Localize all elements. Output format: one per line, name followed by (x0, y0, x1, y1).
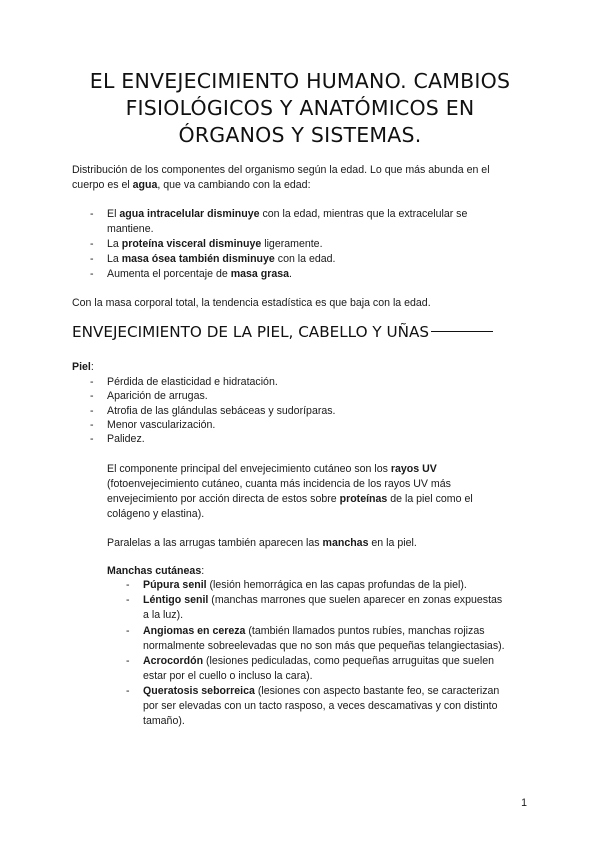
text: , que va cambiando con la edad: (157, 179, 311, 191)
list-item-text (107, 267, 292, 282)
text: normalmente sobreelevadas que no son más que pequeñas telangiectasias). (143, 640, 505, 652)
uv-paragraph (107, 462, 527, 522)
text: cuerpo es el (72, 179, 133, 191)
text: tamaño). (143, 715, 185, 727)
bold-text: Acrocordón (143, 655, 204, 667)
bullet-dash: - (126, 625, 130, 637)
text: estar por el cuello o incluso la cara). (143, 670, 313, 682)
bullet-dash: - (126, 594, 130, 606)
text: a la luz). (143, 609, 184, 621)
list-item-text (143, 593, 502, 623)
bullet-dash: - (90, 390, 94, 402)
bold-text: rayos UV (390, 463, 437, 475)
text: Paralelas a las arrugas también aparecen las (107, 537, 323, 549)
bold-text: Queratosis seborreica (143, 685, 255, 697)
list-item-text (143, 624, 505, 654)
text: ligeramente. (261, 238, 323, 250)
text: en la piel. (368, 537, 417, 549)
bullet-dash: - (90, 405, 94, 417)
text: colágeno y elastina). (107, 508, 205, 520)
bullet-dash: - (126, 655, 130, 667)
bold-text: Piel (72, 361, 91, 373)
page-number: 1 (521, 797, 527, 809)
list-item-text: Pérdida de elasticidad e hidratación. (107, 376, 278, 388)
conclusion-paragraph: Con la masa corporal total, la tendencia estadística es que baja con la edad. (72, 297, 431, 309)
text: La (107, 238, 122, 250)
text: (lesión hemorrágica en las capas profundas de la piel). (206, 579, 467, 591)
arrugas-paragraph (107, 536, 417, 551)
text: La (107, 253, 122, 265)
list-item-text (107, 207, 467, 237)
bold-text: masa ósea también disminuye (121, 253, 275, 265)
bullet-dash: - (90, 376, 94, 388)
intro-paragraph (72, 163, 528, 193)
text: El (107, 208, 120, 220)
bullet-dash: - (90, 253, 94, 265)
bullet-dash: - (90, 268, 94, 280)
bold-text: proteína visceral disminuye (121, 238, 262, 250)
bold-text: proteínas (339, 493, 388, 505)
text: por ser elevadas con un tacto rasposo, a veces descamativas y con distinto (143, 700, 498, 712)
list-item-text (107, 252, 336, 267)
bold-text: agua (132, 179, 158, 191)
text: (manchas marrones que suelen aparecer en zonas expuestas (208, 594, 503, 606)
heading-rule (431, 331, 493, 332)
text: mantiene. (107, 223, 154, 235)
text: Aumenta el porcentaje de (107, 268, 231, 280)
bullet-dash: - (126, 579, 130, 591)
text: : (90, 361, 94, 373)
bold-text: masa grasa (230, 268, 289, 280)
piel-label (72, 360, 94, 375)
bullet-dash: - (90, 419, 94, 431)
bullet-dash: - (90, 433, 94, 445)
text: de la piel como el (387, 493, 473, 505)
title-line: EL ENVEJECIMIENTO HUMANO. CAMBIOS (89, 69, 511, 93)
text: con la edad. (274, 253, 336, 265)
text: El componente principal del envejecimiento cutáneo son los (107, 463, 391, 475)
list-item-text: Menor vascularización. (107, 419, 216, 431)
bullet-dash: - (90, 208, 94, 220)
intro-line (72, 178, 528, 193)
intro-line: Distribución de los componentes del organismo según la edad. Lo que más abunda en el (72, 164, 490, 176)
text: (lesiones con aspecto bastante feo, se caracterizan (254, 685, 500, 697)
bold-text: Manchas cutáneas (107, 565, 202, 577)
text: (lesiones pediculadas, como pequeñas arruguitas que suelen (203, 655, 494, 667)
page-title (0, 68, 600, 149)
list-item-text: Atrofia de las glándulas sebáceas y sudoríparas. (107, 405, 336, 417)
bullet-dash: - (126, 685, 130, 697)
list-item-text (143, 578, 467, 593)
list-item-text (143, 654, 494, 684)
text: con la edad, mientras que la extracelular se (259, 208, 468, 220)
section-heading (72, 322, 493, 342)
list-item-text (143, 684, 499, 729)
text: : (201, 565, 205, 577)
bold-text: Léntigo senil (143, 594, 209, 606)
manchas-label (107, 564, 204, 579)
title-line: FISIOLÓGICOS Y ANATÓMICOS EN (125, 96, 475, 120)
text: . (289, 268, 292, 280)
title-line: ÓRGANOS Y SISTEMAS. (178, 123, 422, 147)
bold-text: manchas (322, 537, 369, 549)
bold-text: Púpura senil (143, 579, 207, 591)
text: (fotoenvejecimiento cutáneo, cuanta más incidencia de los rayos UV más (107, 478, 451, 490)
list-item-text: Palidez. (107, 433, 145, 445)
bold-text: Angiomas en cereza (143, 625, 246, 637)
text: envejecimiento por acción directa de estos sobre (107, 493, 340, 505)
bold-text: agua intracelular disminuye (119, 208, 260, 220)
text: (también llamados puntos rubíes, manchas rojizas (245, 625, 485, 637)
list-item-text: Aparición de arrugas. (107, 390, 208, 402)
list-item-text (107, 237, 323, 252)
bullet-dash: - (90, 238, 94, 250)
section-heading-text: ENVEJECIMIENTO DE LA PIEL, CABELLO Y UÑAS (72, 323, 429, 341)
